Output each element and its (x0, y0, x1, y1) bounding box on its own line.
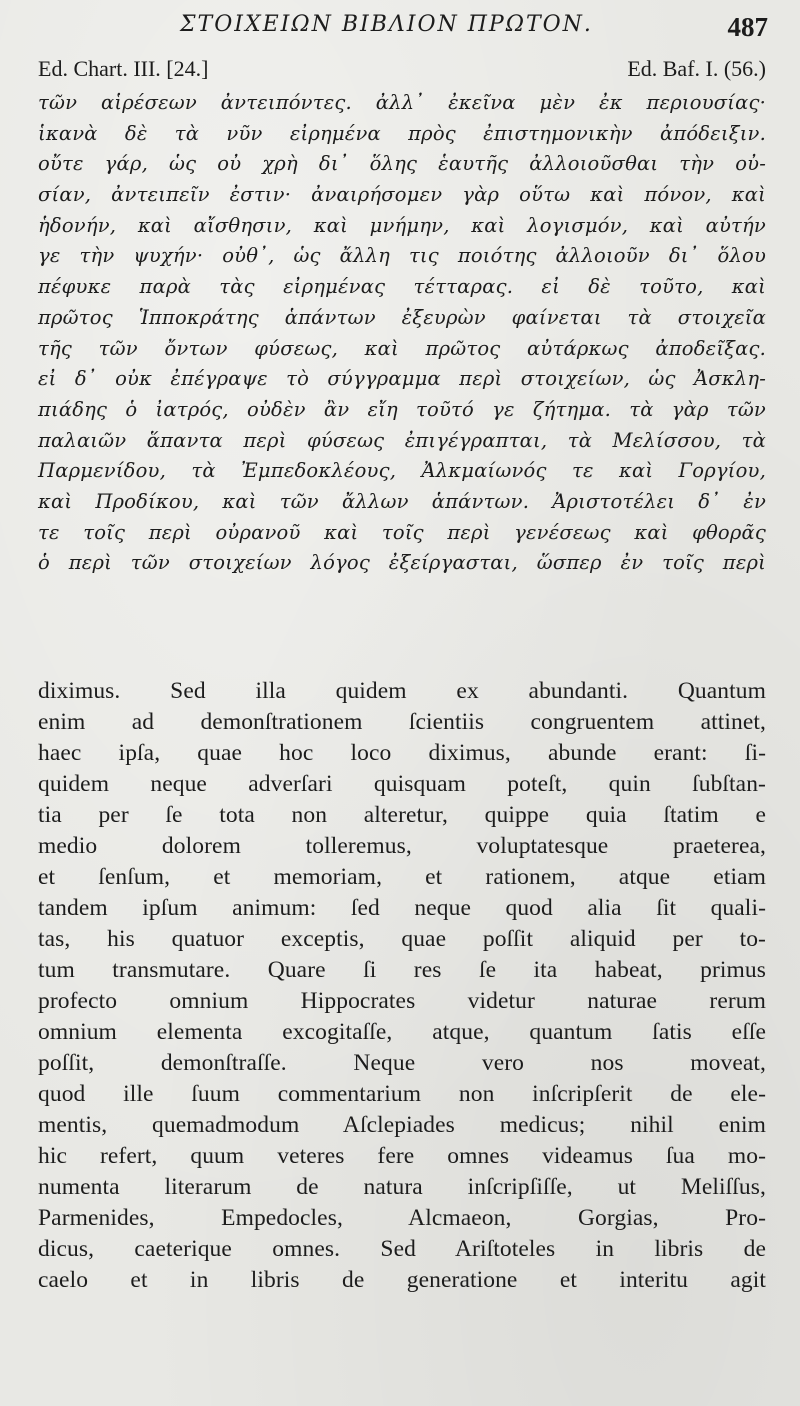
latin-line: omnium elementa excogitaſſe, atque, quantum ſatis eſſe (38, 1019, 766, 1045)
edition-basel-ref: Ed. Baf. I. (56.) (627, 56, 766, 81)
greek-line: παλαιῶν ἅπαντα περὶ φύσεως ἐπιγέγραπται, τὰ Μελίσσου, τὰ (38, 428, 766, 452)
greek-line: πιάδης ὁ ἰατρός, οὐδὲν ἂν εἴη τοῦτό γε ζήτημα. τὰ γὰρ τῶν (38, 397, 766, 421)
latin-line: quod ille ſuum commentarium non inſcripſerit de ele- (38, 1081, 766, 1107)
latin-line: numenta literarum de natura inſcripſiſſe, ut Meliſſus, (38, 1174, 766, 1200)
latin-line: hic refert, quum veteres fere omnes videamus ſua mo- (38, 1143, 766, 1169)
greek-line: πρῶτος Ἱπποκράτης ἁπάντων ἐξευρὼν φαίνεται τὰ στοιχεῖα (38, 305, 766, 329)
greek-line: ὁ περὶ τῶν στοιχείων λόγος ἐξείργασται, ὥσπερ ἐν τοῖς περὶ (38, 551, 766, 575)
greek-line: γε τὴν ψυχήν· οὐθ᾽, ὡς ἄλλη τις ποιότης ἀλλοιοῦν δι᾽ ὅλου (38, 244, 766, 268)
greek-text-block (38, 88, 766, 579)
edition-references (38, 56, 766, 88)
latin-line: tia per ſe tota non alteretur, quippe quia ſtatim e (38, 802, 766, 828)
page-number: 487 (727, 12, 768, 42)
greek-line: οὔτε γάρ, ὡς οὐ χρὴ δι᾽ ὅλης ἑαυτῆς ἀλλοιοῦσθαι τὴν οὐ- (38, 152, 766, 176)
greek-line: σίαν, ἀντειπεῖν ἐστιν· ἀναιρήσομεν γὰρ οὕτω καὶ πόνον, καὶ (38, 183, 766, 207)
latin-line: poſſit, demonſtraſſe. Neque vero nos moveat, (38, 1050, 766, 1076)
latin-line: medio dolorem tolleremus, voluptatesque praeterea, (38, 833, 766, 859)
greek-line: καὶ Προδίκου, καὶ τῶν ἄλλων ἁπάντων. Ἀριστοτέλει δ᾽ ἐν (38, 489, 766, 513)
latin-line: mentis, quemadmodum Aſclepiades medicus; nihil enim (38, 1112, 766, 1138)
greek-line: ἡδονήν, καὶ αἴσθησιν, καὶ μνήμην, καὶ λογισμόν, καὶ αὐτήν (38, 213, 766, 237)
latin-line: haec ipſa, quae hoc loco diximus, abunde erant: ſi- (38, 740, 766, 766)
greek-line: ἱκανὰ δὲ τὰ νῦν εἰρημένα πρὸς ἐπιστημονικὴν ἀπόδειξιν. (38, 121, 766, 145)
latin-line: enim ad demonſtrationem ſcientiis congruentem attinet, (38, 709, 766, 735)
greek-line: τε τοῖς περὶ οὐρανοῦ καὶ τοῖς περὶ γενέσεως καὶ φθορᾶς (38, 520, 766, 544)
greek-line: εἰ δ᾽ οὐκ ἐπέγραψε τὸ σύγγραμμα περὶ στοιχείων, ὡς Ἀσκλη- (38, 367, 766, 391)
latin-text-block (38, 676, 766, 1296)
latin-line: tandem ipſum animum: ſed neque quod alia ſit quali- (38, 895, 766, 921)
running-title: ΣΤΟΙΧΕΙΩΝ ΒΙΒΛΙΟΝ ΠΡΩΤΟΝ. (180, 12, 593, 37)
latin-line: profecto omnium Hippocrates videtur naturae rerum (38, 988, 766, 1014)
latin-line: diximus. Sed illa quidem ex abundanti. Quantum (38, 678, 766, 704)
running-head (0, 8, 800, 48)
latin-line: Parmenides, Empedocles, Alcmaeon, Gorgias, Pro- (38, 1205, 766, 1231)
latin-line: quidem neque adverſari quisquam poteſt, quin ſubſtan- (38, 771, 766, 797)
latin-line: caelo et in libris de generatione et interitu agit (38, 1267, 766, 1293)
greek-line: τῆς τῶν ὄντων φύσεως, καὶ πρῶτος αὐτάρκως ἀποδεῖξας. (38, 336, 766, 360)
latin-line: dicus, caeterique omnes. Sed Ariſtoteles in libris de (38, 1236, 766, 1262)
latin-line: et ſenſum, et memoriam, et rationem, atque etiam (38, 864, 766, 890)
latin-line: tum transmutare. Quare ſi res ſe ita habeat, primus (38, 957, 766, 983)
greek-line: πέφυκε παρὰ τὰς εἰρημένας τέτταρας. εἰ δὲ τοῦτο, καὶ (38, 275, 766, 299)
edition-chartier-ref: Ed. Chart. III. [24.] (38, 56, 209, 81)
greek-line: τῶν αἱρέσεων ἀντειπόντες. ἀλλ᾽ ἐκεῖνα μὲν ἐκ περιουσίας· (38, 91, 766, 114)
greek-line: Παρμενίδου, τὰ Ἐμπεδοκλέους, Ἀλκμαίωνός τε καὶ Γοργίου, (38, 459, 766, 483)
latin-line: tas, his quatuor exceptis, quae poſſit aliquid per to- (38, 926, 766, 952)
